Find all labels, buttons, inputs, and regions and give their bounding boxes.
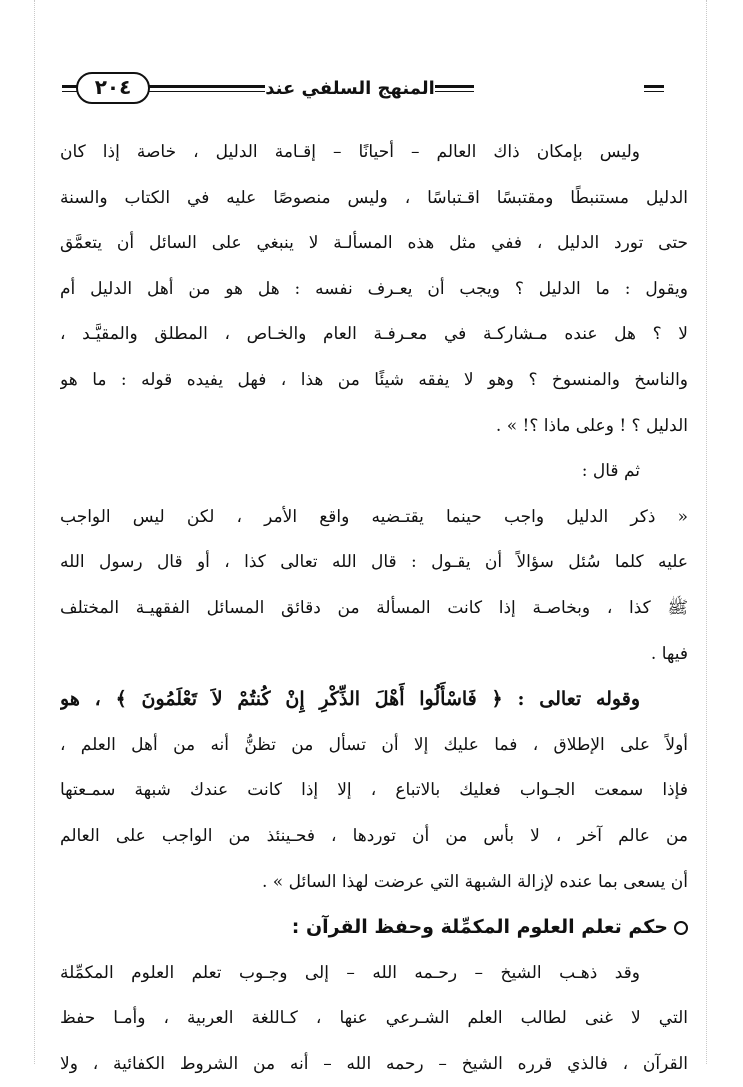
- text-line: من عالم آخر ، لا بأس من أن توردها ، فحـينئذ من الواجب على العالم: [60, 825, 688, 846]
- text-line: لا ؟ هل عنده مـشاركـة في معـرفـة العام والخـاص ، المطلق والمقيَّـد ،: [60, 324, 688, 345]
- text-line: الدليل مستنبطًا ومقتبسًا اقـتباسًا ، وليس منصوصًا عليه في الكتاب والسنة: [60, 187, 688, 208]
- page-number-badge: ٢٠٤: [76, 72, 150, 104]
- text-line: ثم قال :: [581, 461, 640, 482]
- text-line: وليس بإمكان ذاك العالم – أحيانًا – إقـامة الدليل ، خاصة إذا كان: [60, 142, 640, 162]
- text-line: ويقول : ما الدليل ؟ ويجب أن يعـرف نفسه : هل هو من أهل الدليل أم: [60, 278, 688, 299]
- text-line: وقد ذهـب الشيخ – رحـمه الله – إلى وجـوب تعلم العلوم المكمِّلة: [60, 962, 640, 983]
- text-line: أن يسعى بما عنده لإزالة الشبهة التي عرضت لهذا السائل » .: [261, 871, 688, 892]
- running-title: المنهج السلفي عند: [265, 76, 435, 102]
- quote-line: ﷺ كذا ، وبخاصـة إذا كانت المسألة من دقائق المسائل الفقهيـة المختلف: [60, 597, 688, 618]
- text-line: التي لا غنى لطالب العلم الشـرعي عنها ، كـاللغة العربية ، وأمـا حفظ: [60, 1008, 688, 1029]
- quote-line: فيها .: [650, 643, 688, 664]
- section-heading-text: حكم تعلم العلوم المكمِّلة وحفظ القرآن :: [291, 916, 668, 939]
- quote-line: عليه كلما سُئل سؤالاً أن يقـول : قال الله تعالى كذا ، أو قال رسول الله: [60, 552, 688, 573]
- page-header: [62, 72, 664, 106]
- scan-guide-left: [34, 0, 35, 1064]
- section-heading: [60, 905, 688, 951]
- scan-guide-right: [706, 0, 707, 1064]
- quote-line: « ذكر الدليل واجب حينما يقتـضيه واقع الأمر ، لكن ليس الواجب: [60, 506, 688, 527]
- text-line: أولاً على الإطلاق ، فما عليك إلا أن تسأل من تظنُّ أنه من أهل العلم ،: [60, 734, 688, 755]
- text-line: فإذا سمعت الجـواب فعليك بالاتباع ، إلا إذا كانت عندك شبهة سمـعتها: [60, 780, 688, 801]
- text-line: الدليل ؟ ! وعلى ماذا ؟! » .: [495, 415, 688, 436]
- text-line: حتى تورد الدليل ، ففي مثل هذه المسألـة لا ينبغي على السائل أن يتعمَّق: [60, 233, 688, 254]
- verse-line: وقوله تعالى : ﴿ فَاسْأَلُوا أَهْلَ الذِّكْرِ إِنْ كُنتُمْ لاَ تَعْلَمُونَ ﴾ ، هو: [60, 688, 640, 711]
- text-line: القرآن ، فالذي قرره الشيخ – رحمه الله – أنه من الشروط الكفائية ، ولا: [60, 1053, 688, 1074]
- text-line: والناسخ والمنسوخ ؟ وهو لا يفقه شيئًا من هذا ، فهل يفيده قوله : ما هو: [60, 369, 688, 390]
- circle-bullet-icon: [674, 921, 688, 935]
- header-rule-right: [644, 85, 664, 92]
- body-text: [60, 130, 688, 1087]
